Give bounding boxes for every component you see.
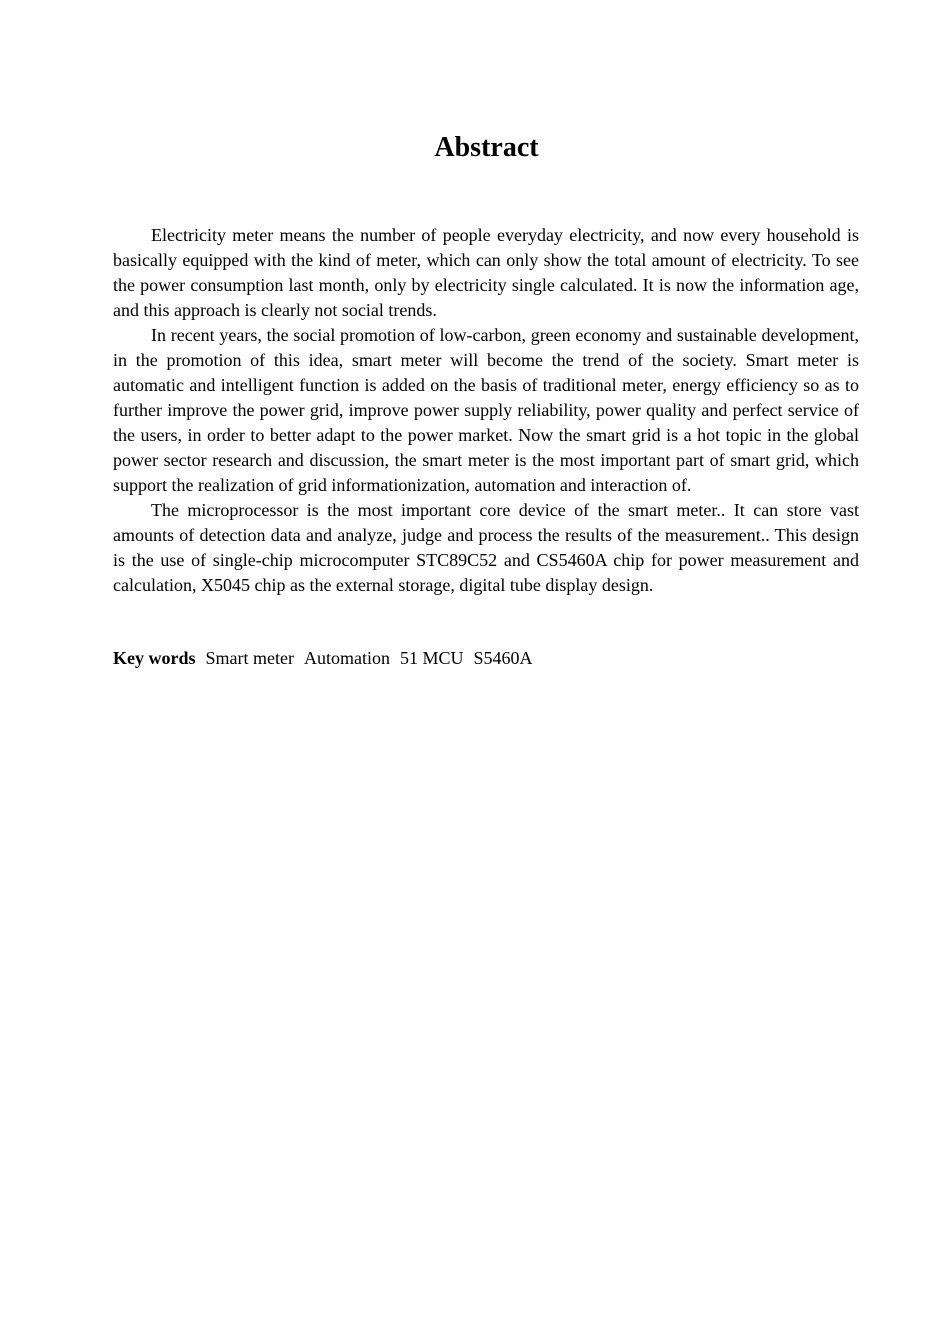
keyword-item: Automation xyxy=(303,648,390,668)
keyword-item: 51 MCU xyxy=(399,648,464,668)
keyword-item: S5460A xyxy=(473,648,533,668)
abstract-paragraph-3: The microprocessor is the most important core device of the smart meter.. It can store vast amounts of detection data and analyze, judge and process the results of the measurement.. This design is the use of single-chip microcomputer STC89C52 and CS5460A chip for power measurement and calculation, X5045 chip as the external storage, digital tube display design. xyxy=(113,500,859,595)
keywords-line xyxy=(113,646,533,671)
keywords-label: Key words xyxy=(113,648,196,668)
abstract-paragraph-1: Electricity meter means the number of people everyday electricity, and now every household is basically equipped with the kind of meter, which can only show the total amount of electricity. To see the power consumption last month, only by electricity single calculated. It is now the information age, and this approach is clearly not social trends. xyxy=(113,225,859,320)
abstract-title: Abstract xyxy=(434,132,539,163)
abstract-paragraph-2: In recent years, the social promotion of low-carbon, green economy and sustainable development, in the promotion of this idea, smart meter will become the trend of the society. Smart meter is automatic and intelligent function is added on the basis of traditional meter, energy efficiency so as to further improve the power grid, improve power supply reliability, power quality and perfect service of the users, in order to better adapt to the power market. Now the smart grid is a hot topic in the global power sector research and discussion, the smart meter is the most important part of smart grid, which support the realization of grid informationization, automation and interaction of. xyxy=(113,325,859,495)
abstract-body xyxy=(113,223,859,598)
keyword-item: Smart meter xyxy=(205,648,294,668)
